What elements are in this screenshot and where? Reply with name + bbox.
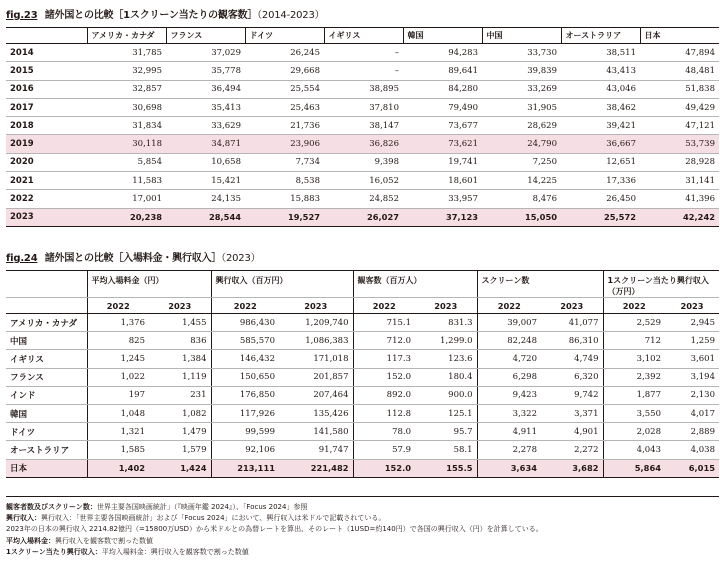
fig24-cell: 4,901 — [541, 423, 603, 441]
fig24-cell: 1,877 — [603, 386, 665, 404]
fig23-cell: 84,280 — [403, 80, 482, 98]
fig23-cell: 31,141 — [640, 172, 719, 190]
fig23-cell: 7,734 — [245, 153, 324, 171]
note-text: 平均入場料金：興行収入を観客数で割った数値 — [101, 547, 249, 556]
fig24-cell: 125.1 — [415, 404, 477, 422]
fig23-corner — [6, 28, 87, 44]
fig24-cell: 1,579 — [149, 441, 211, 459]
fig23-cell: 8,538 — [245, 172, 324, 190]
fig24-group-label: 興行収入（百万円） — [215, 276, 288, 285]
fig24-row-label: オーストラリア — [6, 441, 87, 459]
fig24-year-header: 2023 — [415, 298, 477, 314]
fig23-col-header: オーストラリア — [561, 28, 640, 44]
fig24-row — [6, 459, 719, 477]
fig23-cell: 38,895 — [324, 80, 403, 98]
fig23-row-label: 2018 — [6, 117, 87, 135]
fig24-group-label: 1スクリーン当たり興行収入 — [607, 276, 709, 285]
fig23-row-2019 — [6, 135, 719, 153]
fig24-year-header: 2023 — [665, 298, 719, 314]
fig24-row-label: アメリカ・カナダ — [6, 314, 87, 332]
fig23-cell: 38,147 — [324, 117, 403, 135]
fig23-cell: 14,225 — [482, 172, 561, 190]
fig24-group-header — [603, 271, 719, 298]
fig23-subtitle: ［1スクリーン当たりの観客数］ — [113, 10, 258, 21]
fig24-cell: 1,479 — [149, 423, 211, 441]
fig24-cell: 82,248 — [477, 332, 541, 350]
fig24-number: fig.24 — [6, 253, 38, 264]
note-line — [6, 547, 721, 558]
fig23-cell: 33,629 — [166, 117, 245, 135]
fig24-cell: 2,945 — [665, 314, 719, 332]
fig23-cell: 15,050 — [482, 208, 561, 226]
fig24-cell: 2,130 — [665, 386, 719, 404]
fig23-cell: 15,421 — [166, 172, 245, 190]
fig23-row-2023 — [6, 208, 719, 226]
note-text: 2023年の日本の興行収入 2214.82億円（=15800万USD）から米ドルとの為替レートを算出、そのレート（1USD=約140円）で各国の興行収入（円）を計算している。 — [6, 525, 543, 534]
fig23-cell: 39,839 — [482, 62, 561, 80]
note-key: 観客者数及びスクリーン数： — [6, 503, 97, 511]
fig24-cell: 58.1 — [415, 441, 477, 459]
fig24-cell: 112.8 — [353, 404, 415, 422]
fig24-cell: 78.0 — [353, 423, 415, 441]
fig23-cell: – — [324, 62, 403, 80]
fig23-col-header: ドイツ — [245, 28, 324, 44]
fig23-years: （2014-2023） — [257, 10, 325, 21]
fig23-cell: 18,601 — [403, 172, 482, 190]
note-key: 興行収入： — [6, 514, 41, 523]
fig23-cell: 43,046 — [561, 80, 640, 98]
fig23-col-header: アメリカ・カナダ — [87, 28, 166, 44]
fig24-cell: 2,392 — [603, 368, 665, 386]
fig24-cell: 99,599 — [211, 423, 279, 441]
fig24-row — [6, 386, 719, 404]
fig23-cell: 31,785 — [87, 44, 166, 62]
fig24-row — [6, 423, 719, 441]
fig24-cell: 91,747 — [279, 441, 353, 459]
fig23-cell: 25,572 — [561, 208, 640, 226]
fig24-cell: 2,278 — [477, 441, 541, 459]
fig23-row-2021 — [6, 172, 719, 190]
fig24-cell: 135,426 — [279, 404, 353, 422]
fig24-cell: 3,682 — [541, 459, 603, 477]
fig24-year-header-row — [6, 298, 719, 314]
fig23-title — [6, 6, 324, 21]
fig24-cell: 117,926 — [211, 404, 279, 422]
note-key: 1スクリーン当たり興行収入： — [6, 547, 102, 556]
fig24-row-label: インド — [6, 386, 87, 404]
fig23-cell: 10,658 — [166, 153, 245, 171]
fig23-cell: 15,883 — [245, 190, 324, 208]
fig24-cell: 2,272 — [541, 441, 603, 459]
fig24-cell: 197 — [87, 386, 149, 404]
fig23-cell: 12,651 — [561, 153, 640, 171]
fig24-cell: 3,601 — [665, 350, 719, 368]
fig23-cell: 28,629 — [482, 117, 561, 135]
fig23-cell: 36,826 — [324, 135, 403, 153]
fig24-cell: 3,194 — [665, 368, 719, 386]
fig23-cell: 35,778 — [166, 62, 245, 80]
fig23-col-header: 日本 — [640, 28, 719, 44]
fig24-year-header: 2022 — [87, 298, 149, 314]
fig24-cell: 831.3 — [415, 314, 477, 332]
fig24-row-label: イギリス — [6, 350, 87, 368]
fig24-row — [6, 350, 719, 368]
fig23-cell: 79,490 — [403, 98, 482, 116]
fig23-row-label: 2020 — [6, 153, 87, 171]
fig23-cell: 31,905 — [482, 98, 561, 116]
fig24-cell: 123.6 — [415, 350, 477, 368]
fig23-cell: 30,118 — [87, 135, 166, 153]
fig23-cell: 28,544 — [166, 208, 245, 226]
fig24-cell: 171,018 — [279, 350, 353, 368]
fig23-row-2020 — [6, 153, 719, 171]
fig24-cell: 4,017 — [665, 404, 719, 422]
fig24-group-label: 観客数（百万人） — [357, 276, 422, 285]
fig24-row — [6, 441, 719, 459]
fig23-row-2016 — [6, 80, 719, 98]
fig23-cell: 26,027 — [324, 208, 403, 226]
note-key: 平均入場料金： — [6, 536, 55, 545]
fig23-cell: 42,242 — [640, 208, 719, 226]
fig23-cell: 37,810 — [324, 98, 403, 116]
fig24-group-label: 平均入場料金（円） — [91, 276, 164, 285]
fig24-cell: 1,022 — [87, 368, 149, 386]
fig24-row-label: 日本 — [6, 459, 87, 477]
fig23-cell: 23,906 — [245, 135, 324, 153]
fig24-cell: 4,038 — [665, 441, 719, 459]
fig24-year-header: 2023 — [541, 298, 603, 314]
fig23-row-label: 2016 — [6, 80, 87, 98]
fig24-cell: 1,119 — [149, 368, 211, 386]
fig23-cell: 24,852 — [324, 190, 403, 208]
fig23-row-2014 — [6, 44, 719, 62]
fig24-group-header — [477, 271, 603, 298]
fig24-cell: 152.0 — [353, 459, 415, 477]
fig23-cell: 53,739 — [640, 135, 719, 153]
fig24-group-header — [87, 271, 211, 298]
fig24-cell: 5,864 — [603, 459, 665, 477]
fig23-cell: 32,857 — [87, 80, 166, 98]
notes-top-rule — [6, 496, 719, 497]
fig24-year-header: 2023 — [149, 298, 211, 314]
fig23-cell: 89,641 — [403, 62, 482, 80]
fig23-cell: 47,894 — [640, 44, 719, 62]
fig23-row-label: 2021 — [6, 172, 87, 190]
fig24-cell: 3,634 — [477, 459, 541, 477]
fig24-year-header: 2022 — [477, 298, 541, 314]
fig24-group-header — [211, 271, 353, 298]
fig24-year-header: 2022 — [353, 298, 415, 314]
fig24-group-label: スクリーン数 — [481, 276, 530, 285]
fig23-cell: 43,413 — [561, 62, 640, 80]
note-line — [6, 524, 721, 535]
fig24-cell: 1,384 — [149, 350, 211, 368]
fig24-cell: 57.9 — [353, 441, 415, 459]
fig23-row-label: 2017 — [6, 98, 87, 116]
fig24-cell: 141,580 — [279, 423, 353, 441]
fig24-cell: 4,911 — [477, 423, 541, 441]
fig23-cell: 32,995 — [87, 62, 166, 80]
fig24-cell: 4,749 — [541, 350, 603, 368]
fig24-cell: 3,371 — [541, 404, 603, 422]
fig23-col-header: 韓国 — [403, 28, 482, 44]
fig24-cell: 1,585 — [87, 441, 149, 459]
fig24-cell: 231 — [149, 386, 211, 404]
fig23-cell: 30,698 — [87, 98, 166, 116]
note-text: 世界主要各国映画統計」（『映画年鑑 2024』）、「Focus 2024」参照 — [96, 503, 308, 511]
fig23-number: fig.23 — [6, 10, 38, 21]
fig24-cell: 6,298 — [477, 368, 541, 386]
fig24-cell: 712.0 — [353, 332, 415, 350]
fig23-cell: 25,554 — [245, 80, 324, 98]
fig24-cell: 2,028 — [603, 423, 665, 441]
fig24-cell: 3,322 — [477, 404, 541, 422]
fig23-col-header: フランス — [166, 28, 245, 44]
fig23-cell: 5,854 — [87, 153, 166, 171]
fig24-cell: 146,432 — [211, 350, 279, 368]
fig24-row-label: 中国 — [6, 332, 87, 350]
fig24-cell: 4,720 — [477, 350, 541, 368]
fig23-cell: 19,741 — [403, 153, 482, 171]
fig23-cell: 17,336 — [561, 172, 640, 190]
fig23-cell: 17,001 — [87, 190, 166, 208]
fig23-cell: 37,029 — [166, 44, 245, 62]
fig24-cell: 1,321 — [87, 423, 149, 441]
fig24-cell: 1,424 — [149, 459, 211, 477]
fig24-cell: 201,857 — [279, 368, 353, 386]
fig24-cell: 1,259 — [665, 332, 719, 350]
fig24-row — [6, 404, 719, 422]
fig23-cell: 37,123 — [403, 208, 482, 226]
fig23-cell: 25,463 — [245, 98, 324, 116]
fig24-cell: 4,043 — [603, 441, 665, 459]
fig24-row-label: 韓国 — [6, 404, 87, 422]
fig23-row-label: 2014 — [6, 44, 87, 62]
fig24-row — [6, 332, 719, 350]
fig23-cell: 34,871 — [166, 135, 245, 153]
fig23-cell: 38,462 — [561, 98, 640, 116]
fig24-cell: 6,015 — [665, 459, 719, 477]
fig23-cell: 20,238 — [87, 208, 166, 226]
fig23-cell: 48,481 — [640, 62, 719, 80]
fig24-cell: 3,550 — [603, 404, 665, 422]
fig23-row-2015 — [6, 62, 719, 80]
fig24-cell: 6,320 — [541, 368, 603, 386]
fig24-cell: 207,464 — [279, 386, 353, 404]
fig24-cell: 9,423 — [477, 386, 541, 404]
fig24-year-header: 2022 — [603, 298, 665, 314]
fig24-cell: 836 — [149, 332, 211, 350]
fig24-group-unit: （万円） — [607, 287, 640, 296]
fig24-table — [6, 270, 719, 478]
fig24-cell: 1,455 — [149, 314, 211, 332]
fig23-cell: 33,730 — [482, 44, 561, 62]
fig23-cell: 73,621 — [403, 135, 482, 153]
fig24-cell: 86,310 — [541, 332, 603, 350]
note-line — [6, 502, 721, 513]
fig24-row-label: フランス — [6, 368, 87, 386]
fig23-cell: 29,668 — [245, 62, 324, 80]
fig23-row-label: 2015 — [6, 62, 87, 80]
fig23-cell: 41,396 — [640, 190, 719, 208]
fig23-cell: 51,838 — [640, 80, 719, 98]
fig23-cell: 47,121 — [640, 117, 719, 135]
fig23-cell: 39,421 — [561, 117, 640, 135]
fig24-cell: 95.7 — [415, 423, 477, 441]
fig24-row — [6, 314, 719, 332]
fig24-cell: 585,570 — [211, 332, 279, 350]
fig24-cell: 900.0 — [415, 386, 477, 404]
fig24-cell: 180.4 — [415, 368, 477, 386]
fig24-cell: 825 — [87, 332, 149, 350]
fig23-cell: 35,413 — [166, 98, 245, 116]
fig24-cell: 3,102 — [603, 350, 665, 368]
fig24-cell: 1,209,740 — [279, 314, 353, 332]
fig24-cell: 152.0 — [353, 368, 415, 386]
fig23-cell: 31,834 — [87, 117, 166, 135]
fig24-cell: 1,402 — [87, 459, 149, 477]
fig23-cell: 33,957 — [403, 190, 482, 208]
fig24-cell: 892.0 — [353, 386, 415, 404]
fig23-cell: 49,429 — [640, 98, 719, 116]
fig24-group-header-row — [6, 271, 719, 298]
fig24-cell: 1,376 — [87, 314, 149, 332]
fig24-cell: 715.1 — [353, 314, 415, 332]
fig24-cell: 41,077 — [541, 314, 603, 332]
fig23-cell: 73,677 — [403, 117, 482, 135]
fig23-cell: 28,928 — [640, 153, 719, 171]
fig23-row-label: 2022 — [6, 190, 87, 208]
fig23-cell: 33,269 — [482, 80, 561, 98]
fig24-cell: 117.3 — [353, 350, 415, 368]
fig23-cell: 9,398 — [324, 153, 403, 171]
fig24-cell: 213,111 — [211, 459, 279, 477]
fig23-cell: – — [324, 44, 403, 62]
fig24-group-header — [353, 271, 477, 298]
fig23-row-label: 2023 — [6, 208, 87, 226]
fig24-cell: 9,742 — [541, 386, 603, 404]
fig24-years: （2023） — [221, 253, 261, 264]
fig24-cell: 1,082 — [149, 404, 211, 422]
fig23-cell: 24,135 — [166, 190, 245, 208]
fig23-row-2022 — [6, 190, 719, 208]
fig24-year-header: 2023 — [279, 298, 353, 314]
note-text: 興行収入を観客数で割った数値 — [55, 536, 153, 545]
fig23-header-row — [6, 28, 719, 44]
fig23-cell: 36,494 — [166, 80, 245, 98]
fig23-cell: 16,052 — [324, 172, 403, 190]
fig23-cell: 38,511 — [561, 44, 640, 62]
fig24-subtitle: ［入場料金・興行収入］ — [113, 253, 222, 264]
fig23-table — [6, 27, 719, 227]
fig23-cell: 21,736 — [245, 117, 324, 135]
fig24-cell: 1,299.0 — [415, 332, 477, 350]
note-line — [6, 536, 721, 547]
fig23-cell: 19,527 — [245, 208, 324, 226]
fig23-cell: 11,583 — [87, 172, 166, 190]
fig24-cell: 150,650 — [211, 368, 279, 386]
fig24-cell: 986,430 — [211, 314, 279, 332]
fig24-cell: 1,245 — [87, 350, 149, 368]
fig23-cell: 8,476 — [482, 190, 561, 208]
fig23-cell: 94,283 — [403, 44, 482, 62]
fig24-row — [6, 368, 719, 386]
fig24-cell: 176,850 — [211, 386, 279, 404]
fig23-row-2018 — [6, 117, 719, 135]
note-line — [6, 513, 721, 524]
fig24-cell: 221,482 — [279, 459, 353, 477]
fig24-corner-2 — [6, 298, 87, 314]
fig24-year-header: 2022 — [211, 298, 279, 314]
note-text: 興行収入：「世界主要各国映画統計」および「Focus 2024」において、興行収入は米ドルで記載されている。 — [41, 514, 386, 523]
fig23-cell: 7,250 — [482, 153, 561, 171]
fig23-cell: 26,450 — [561, 190, 640, 208]
fig24-cell: 712 — [603, 332, 665, 350]
fig23-row-label: 2019 — [6, 135, 87, 153]
fig23-cell: 36,667 — [561, 135, 640, 153]
fig23-row-2017 — [6, 98, 719, 116]
fig24-row-label: ドイツ — [6, 423, 87, 441]
fig24-cell: 39,007 — [477, 314, 541, 332]
fig24-cell: 92,106 — [211, 441, 279, 459]
fig24-cell: 1,048 — [87, 404, 149, 422]
fig24-title — [6, 249, 260, 264]
fig24-cell: 2,529 — [603, 314, 665, 332]
fig24-title-text: 諸外国との比較 — [44, 253, 114, 264]
notes-block — [6, 502, 721, 558]
fig24-cell: 2,889 — [665, 423, 719, 441]
fig24-cell: 1,086,383 — [279, 332, 353, 350]
fig23-col-header: イギリス — [324, 28, 403, 44]
fig23-cell: 26,245 — [245, 44, 324, 62]
fig23-title-text: 諸外国との比較 — [44, 10, 114, 21]
fig23-col-header: 中国 — [482, 28, 561, 44]
fig24-corner — [6, 271, 87, 298]
fig24-cell: 155.5 — [415, 459, 477, 477]
fig23-cell: 24,790 — [482, 135, 561, 153]
